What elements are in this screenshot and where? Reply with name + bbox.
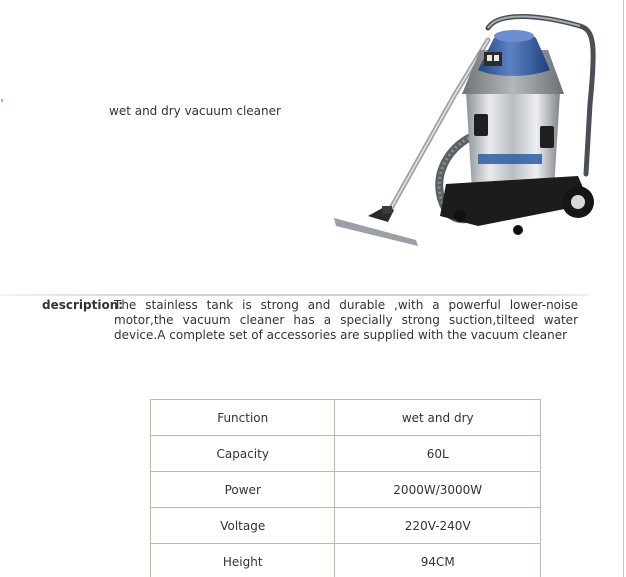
table-row bbox=[151, 436, 541, 472]
steel-tank bbox=[466, 92, 560, 190]
spec-name: Power bbox=[151, 472, 335, 508]
spec-name: Height bbox=[151, 544, 335, 577]
floor-nozzle bbox=[334, 206, 418, 246]
description-text: The stainless tank is strong and durable ,with a powerful lower-noise motor,the vacuum cleaner has a specially strong suction,tilteed water device.A complete set of accessories are supplied with the vacuum cleaner bbox=[114, 298, 578, 342]
product-title: wet and dry vacuum cleaner bbox=[109, 104, 281, 118]
description-label: description: bbox=[42, 298, 124, 312]
table-row bbox=[151, 472, 541, 508]
spec-value: 60L bbox=[335, 436, 541, 472]
product-image[interactable] bbox=[328, 4, 600, 248]
marker-dot bbox=[1, 99, 3, 102]
blue-lid bbox=[462, 30, 564, 94]
table-row bbox=[151, 508, 541, 544]
section-divider bbox=[0, 294, 588, 296]
spec-table bbox=[150, 399, 541, 577]
table-row bbox=[151, 544, 541, 577]
spec-value: 2000W/3000W bbox=[335, 472, 541, 508]
spec-name: Voltage bbox=[151, 508, 335, 544]
spec-value: 94CM bbox=[335, 544, 541, 577]
spec-name: Capacity bbox=[151, 436, 335, 472]
spec-value: wet and dry bbox=[335, 400, 541, 436]
page-right-border bbox=[623, 0, 624, 577]
spec-name: Function bbox=[151, 400, 335, 436]
spec-value: 220V-240V bbox=[335, 508, 541, 544]
wheeled-base bbox=[440, 176, 594, 235]
table-row bbox=[151, 400, 541, 436]
